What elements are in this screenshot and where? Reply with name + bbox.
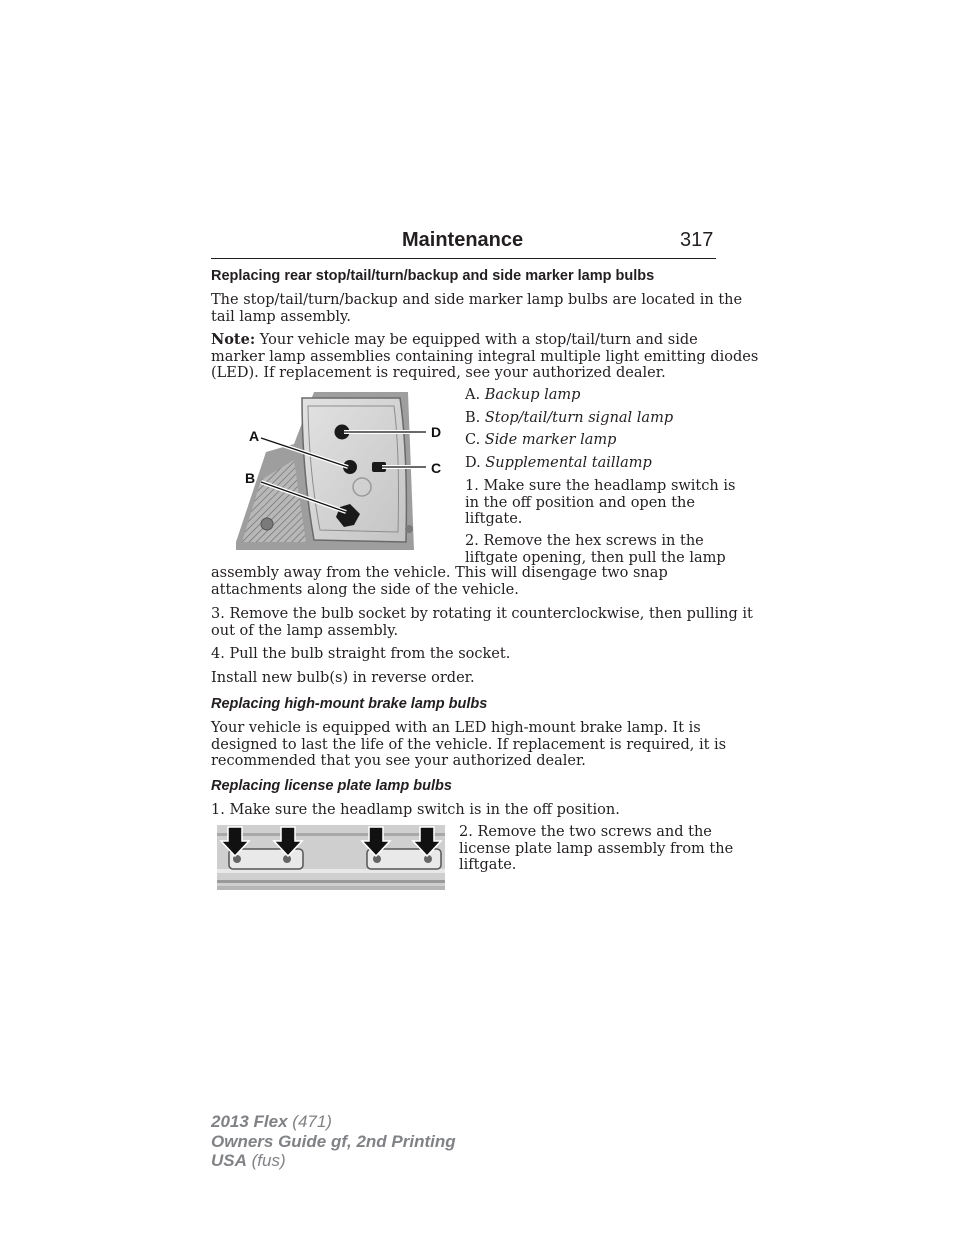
highmount-heading: Replacing high-mount brake lamp bulbs bbox=[211, 696, 488, 712]
legend-text: Stop/tail/turn signal lamp bbox=[484, 410, 674, 426]
footer-model-code: (471) bbox=[287, 1112, 332, 1131]
license-step-2 bbox=[459, 824, 733, 874]
note-line: (LED). If replacement is required, see your authorized dealer. bbox=[211, 365, 666, 381]
step-line: 2. Remove the two screws and the bbox=[459, 824, 712, 840]
rear-intro bbox=[211, 292, 742, 325]
step-line: liftgate opening, then pull the lamp bbox=[465, 549, 726, 566]
rear-install: Install new bulb(s) in reverse order. bbox=[211, 670, 475, 686]
rear-step-1 bbox=[465, 478, 735, 528]
step-line: out of the lamp assembly. bbox=[211, 622, 399, 639]
legend-letter: A. bbox=[465, 387, 481, 403]
rear-intro-line: The stop/tail/turn/backup and side marker lamp bulbs are located in the bbox=[211, 292, 743, 308]
footer-market: USA bbox=[211, 1151, 247, 1170]
rear-intro-line: tail lamp assembly. bbox=[211, 308, 351, 325]
step-line: license plate lamp assembly from the bbox=[459, 840, 734, 857]
step-line: attachments along the side of the vehicle. bbox=[211, 581, 519, 598]
step-line: 3. Remove the bulb socket by rotating it counterclockwise, then pulling it bbox=[211, 606, 753, 622]
rear-note bbox=[211, 332, 758, 382]
highmount-line: Your vehicle is equipped with an LED high-mount brake lamp. It is bbox=[211, 720, 701, 736]
header-rule bbox=[211, 258, 716, 259]
callout-a: A bbox=[249, 428, 260, 444]
legend-letter: C. bbox=[465, 432, 481, 448]
step-line: assembly away from the vehicle. This will disengage two snap bbox=[211, 565, 668, 581]
legend-item-d bbox=[465, 455, 652, 472]
lamp-screw bbox=[373, 855, 381, 863]
mounting-screw bbox=[261, 518, 273, 530]
step-line: 2. Remove the hex screws in the bbox=[465, 533, 704, 549]
note-line: marker lamp assemblies containing integral multiple light emitting diodes bbox=[211, 348, 759, 365]
page-number: 317 bbox=[680, 229, 714, 251]
highmount-line: designed to last the life of the vehicle. If replacement is required, it is bbox=[211, 736, 727, 753]
callout-c: C bbox=[431, 460, 442, 476]
tail-lamp-figure bbox=[236, 392, 450, 552]
highmount-text bbox=[211, 720, 726, 770]
legend-letter: B. bbox=[465, 410, 481, 426]
legend-item-c bbox=[465, 432, 616, 449]
legend-text: Side marker lamp bbox=[484, 432, 617, 448]
legend-item-b bbox=[465, 410, 673, 427]
legend-text: Supplemental taillamp bbox=[485, 455, 652, 471]
section-title: Maintenance bbox=[402, 229, 524, 251]
callout-d: D bbox=[431, 424, 442, 440]
legend-item-a bbox=[465, 387, 580, 404]
mounting-screw bbox=[405, 525, 413, 533]
lamp-screw bbox=[424, 855, 432, 863]
highmount-line: recommended that you see your authorized dealer. bbox=[211, 753, 586, 769]
step-line: in the off position and open the bbox=[465, 494, 695, 511]
footer-model: 2013 Flex bbox=[211, 1112, 288, 1131]
note-line: Your vehicle may be equipped with a stop/tail/turn and side bbox=[255, 332, 698, 348]
rear-step-4: 4. Pull the bulb straight from the socket. bbox=[211, 646, 511, 662]
license-lamp-figure bbox=[217, 825, 445, 890]
license-step-1: 1. Make sure the headlamp switch is in the off position. bbox=[211, 802, 620, 818]
footer-guide: Owners Guide gf, 2nd Printing bbox=[211, 1131, 456, 1151]
legend-text: Backup lamp bbox=[484, 387, 581, 403]
rear-step-2-b bbox=[211, 565, 668, 598]
callout-b: B bbox=[245, 470, 256, 486]
rear-step-3 bbox=[211, 606, 753, 639]
step-line: liftgate. bbox=[465, 511, 523, 527]
step-line: liftgate. bbox=[459, 857, 517, 873]
step-line: 1. Make sure the headlamp switch is bbox=[465, 478, 736, 494]
footer-market-code: (fus) bbox=[246, 1151, 286, 1170]
note-label: Note: bbox=[211, 331, 256, 348]
rear-step-2-a bbox=[465, 533, 726, 566]
legend-letter: D. bbox=[465, 455, 481, 471]
lamp-screw bbox=[283, 855, 291, 863]
footer bbox=[211, 1112, 456, 1171]
license-heading: Replacing license plate lamp bulbs bbox=[211, 778, 452, 794]
rear-lamp-heading: Replacing rear stop/tail/turn/backup and side marker lamp bulbs bbox=[211, 268, 655, 284]
